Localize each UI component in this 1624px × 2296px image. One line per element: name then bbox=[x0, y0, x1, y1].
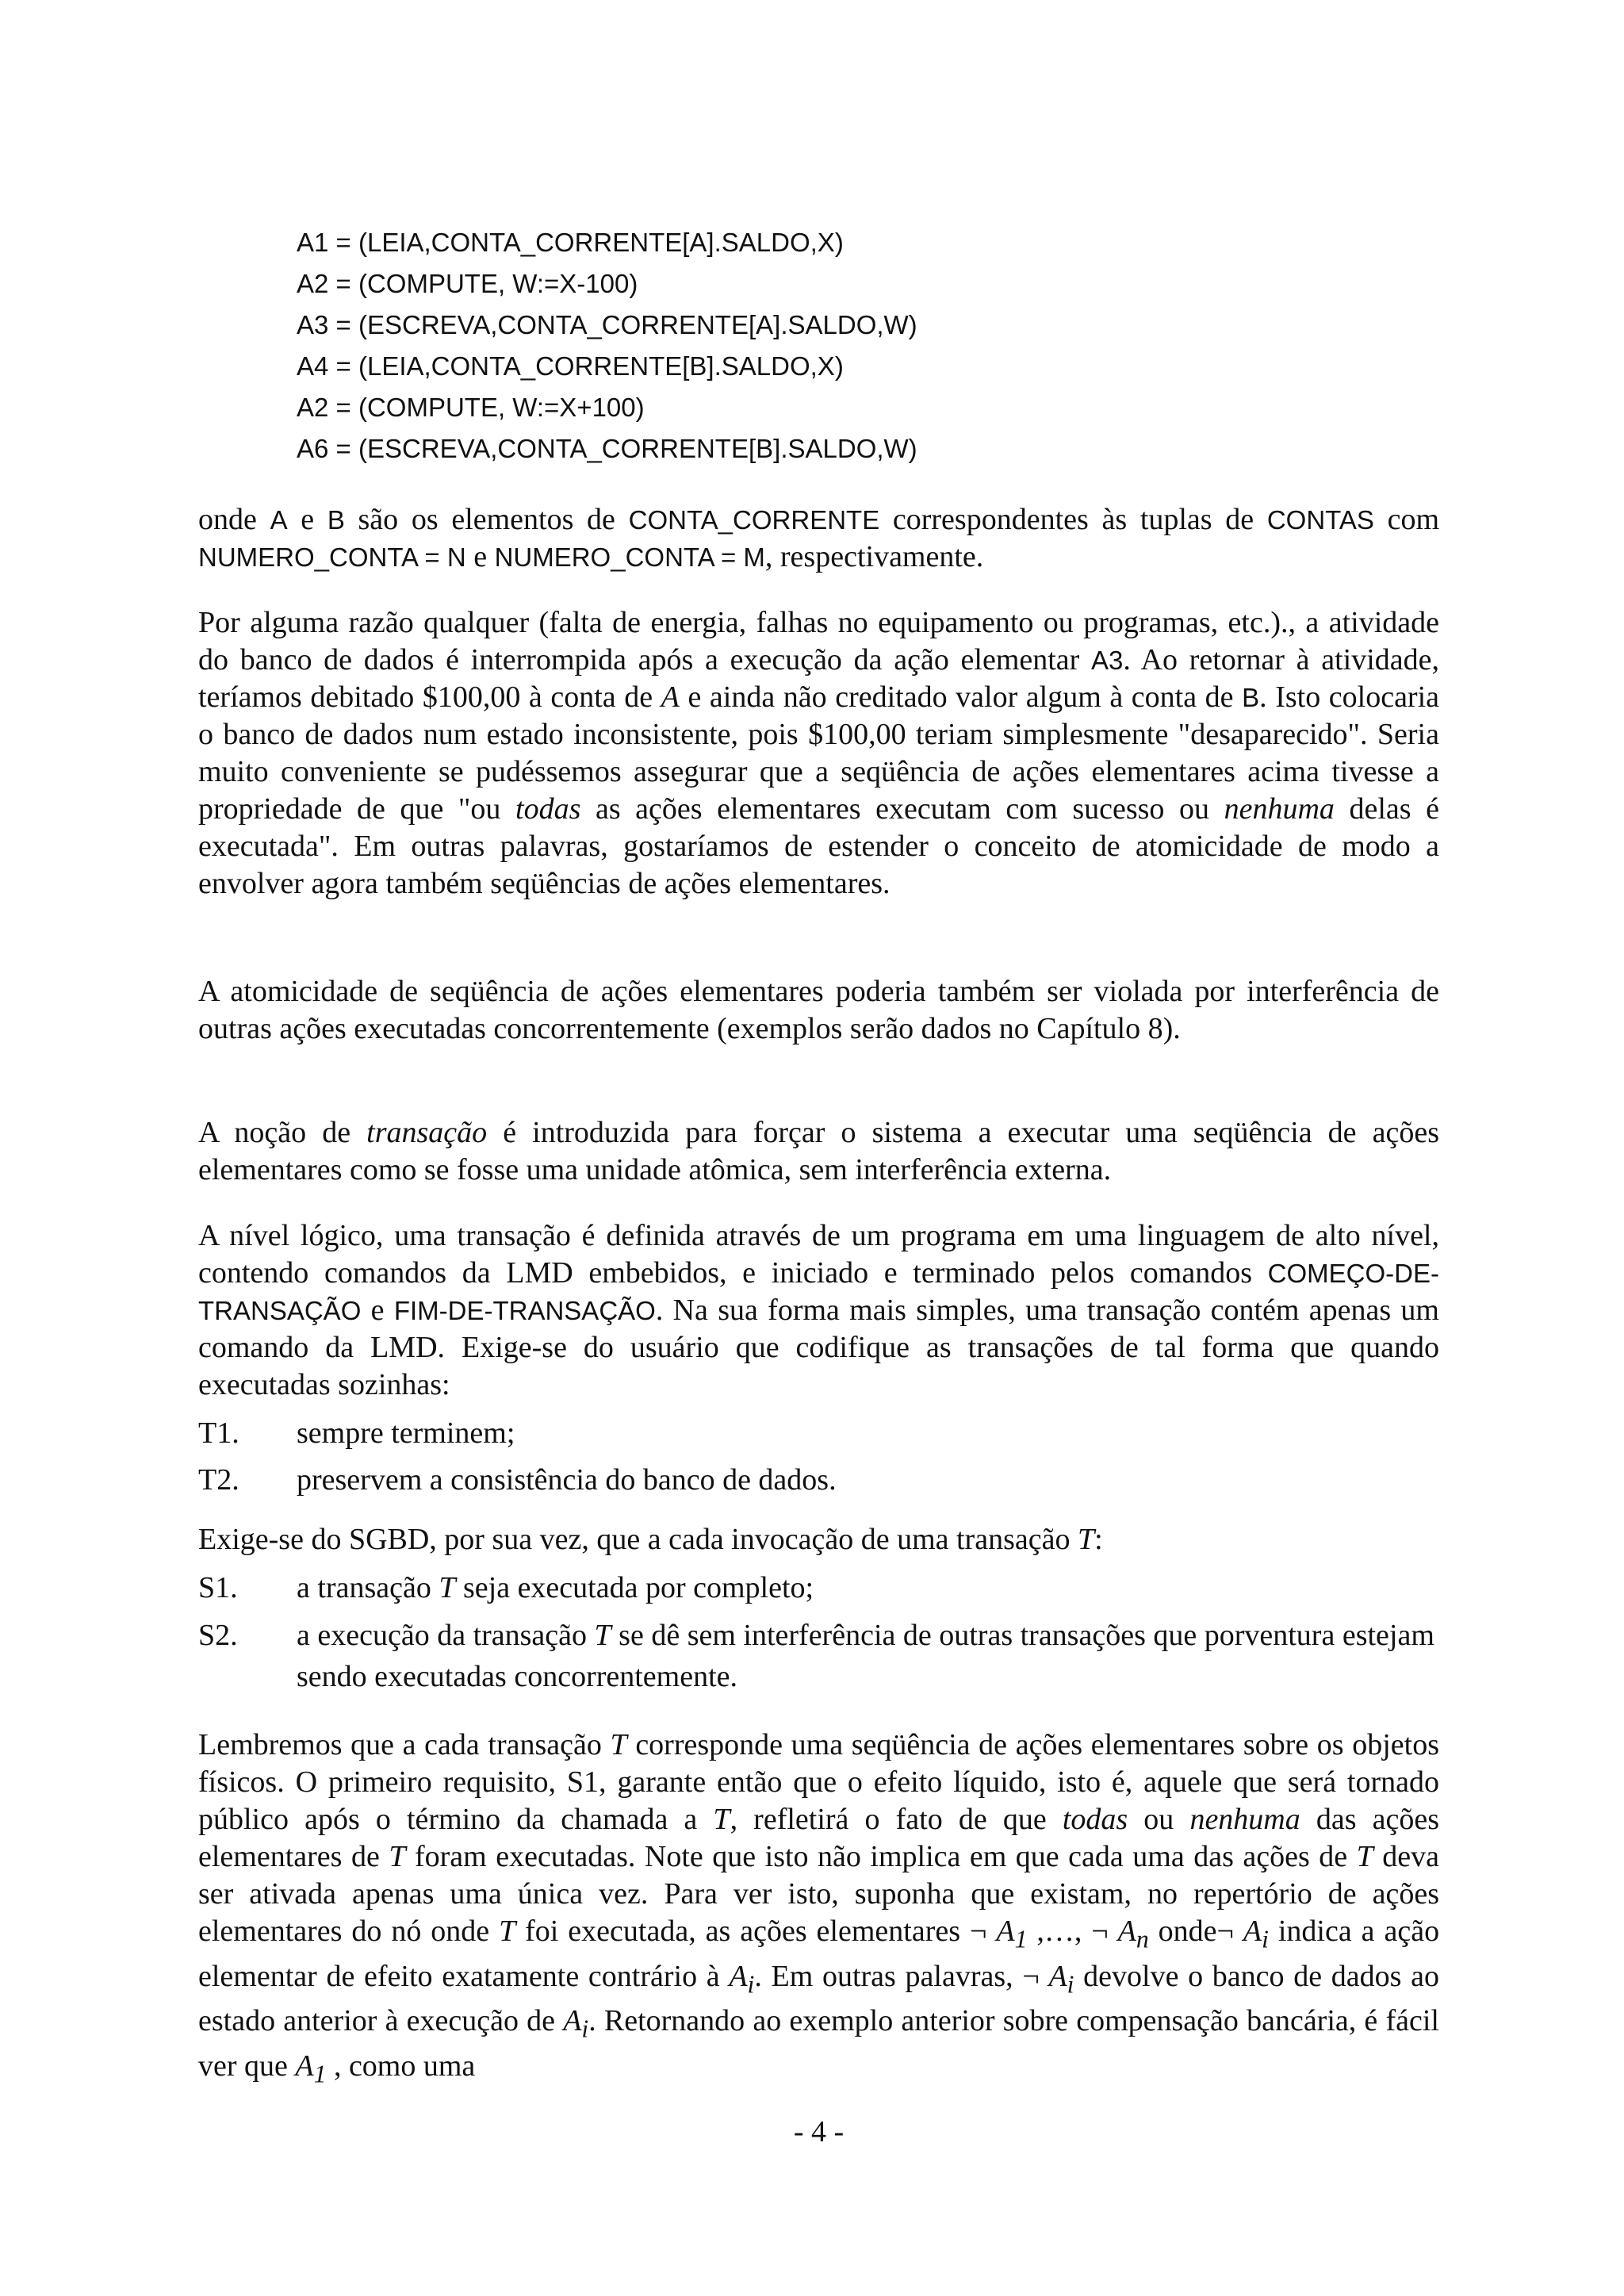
paragraph-onde: onde A e B são os elementos de CONTA_CORRENTE correspondentes às tuplas de CONTAS com NUMERO_CONTA = N e NUMERO_CONTA = M, respectivamente. bbox=[198, 503, 1439, 573]
paragraph-nivel-logico: A nível lógico, uma transação é definida através de um programa em uma linguagem de alto nível, contendo comandos da LMD embebidos, e iniciado e terminado pelos comandos COMEÇO-DE-TRANSAÇÃO e FIM-DE-TRANSAÇÃO. Na sua forma mais simples, uma transação contém apenas um comando da LMD. Exige-se do usuário que codifique as transações de tal forma que quando executadas sozinhas: bbox=[198, 1219, 1439, 1401]
list-text: a transação T seja executada por completo; bbox=[297, 1571, 814, 1604]
paragraph-falha: Por alguma razão qualquer (falta de energia, falhas no equipamento ou programas, etc.)., a atividade do banco de dados é interrompida após a execução da ação elementar A3. Ao retornar à atividade, teríamos debitado $100,00 à conta de A e ainda não creditado valor algum à conta de B. Isto colocaria o banco de dados num estado inconsistente, pois $100,00 teriam simplesmente "desaparecido". Seria muito conveniente se pudéssemos assegurar que a seqüência de ações elementares acima tivesse a propriedade de que "ou todas as ações elementares executam com sucesso ou nenhuma delas é executada". Em outras palavras, gostaríamos de estender o conceito de atomicidade de modo a envolver agora também seqüências de ações elementares. bbox=[198, 606, 1440, 900]
code-line: A1 = (LEIA,CONTA_CORRENTE[A].SALDO,X) bbox=[297, 228, 844, 257]
code-line: A2 = (COMPUTE, W:=X+100) bbox=[297, 393, 645, 422]
list-text: a execução da transação T se dê sem interferência de outras transações que porventura estejam sendo executadas concorrentemente. bbox=[297, 1619, 1434, 1693]
code-line: A3 = (ESCREVA,CONTA_CORRENTE[A].SALDO,W) bbox=[297, 310, 917, 339]
paragraph-sgbd: Exige-se do SGBD, por sua vez, que a cada invocação de uma transação T: bbox=[198, 1523, 1103, 1556]
list-text: sempre terminem; bbox=[297, 1416, 515, 1450]
list-text: preservem a consistência do banco de dados. bbox=[297, 1463, 837, 1497]
page-number: - 4 - bbox=[793, 2115, 845, 2148]
list-label: S1. bbox=[198, 1571, 238, 1604]
paragraph-nocao: A noção de transação é introduzida para forçar o sistema a executar uma seqüência de ações elementares como se fosse uma unidade atômica, sem interferência externa. bbox=[198, 1116, 1439, 1186]
paragraph-lembremos: Lembremos que a cada transação T corresponde uma seqüência de ações elementares sobre os objetos físicos. O primeiro requisito, S1, garante então que o efeito líquido, isto é, aquele que será tornado público após o término da chamada a T, refletirá o fato de que todas ou nenhuma das ações elementares de T foram executadas. Note que isto não implica em que cada uma das ações de T deva ser ativada apenas uma única vez. Para ver isto, suponha que existam, no repertório de ações elementares do nó onde T foi executada, as ações elementares ¬ $A_1$ ,…, ¬ $A_n$ onde¬ $A_i$ indica a ação elementar de efeito exatamente contrário à $A_i$. Em outras palavras, ¬ $A_i$ devolve o banco de dados ao estado anterior à execução de $A_i$. Retornando ao exemplo anterior sobre compensação bancária, é fácil ver que $A_1$ , como uma bbox=[198, 1728, 1440, 2088]
list-label: S2. bbox=[198, 1619, 238, 1652]
code-line: A6 = (ESCREVA,CONTA_CORRENTE[B].SALDO,W) bbox=[297, 434, 917, 463]
code-line: A4 = (LEIA,CONTA_CORRENTE[B].SALDO,X) bbox=[297, 351, 844, 381]
list-label: T1. bbox=[198, 1416, 239, 1450]
code-block bbox=[297, 222, 917, 470]
document-page bbox=[198, 0, 1439, 2296]
list-label: T2. bbox=[198, 1463, 239, 1497]
code-line: A2 = (COMPUTE, W:=X-100) bbox=[297, 269, 638, 298]
paragraph-atomicidade: A atomicidade de seqüência de ações elementares poderia também ser violada por interferência de outras ações executadas concorrentemente (exemplos serão dados no Capítulo 8). bbox=[198, 975, 1439, 1045]
